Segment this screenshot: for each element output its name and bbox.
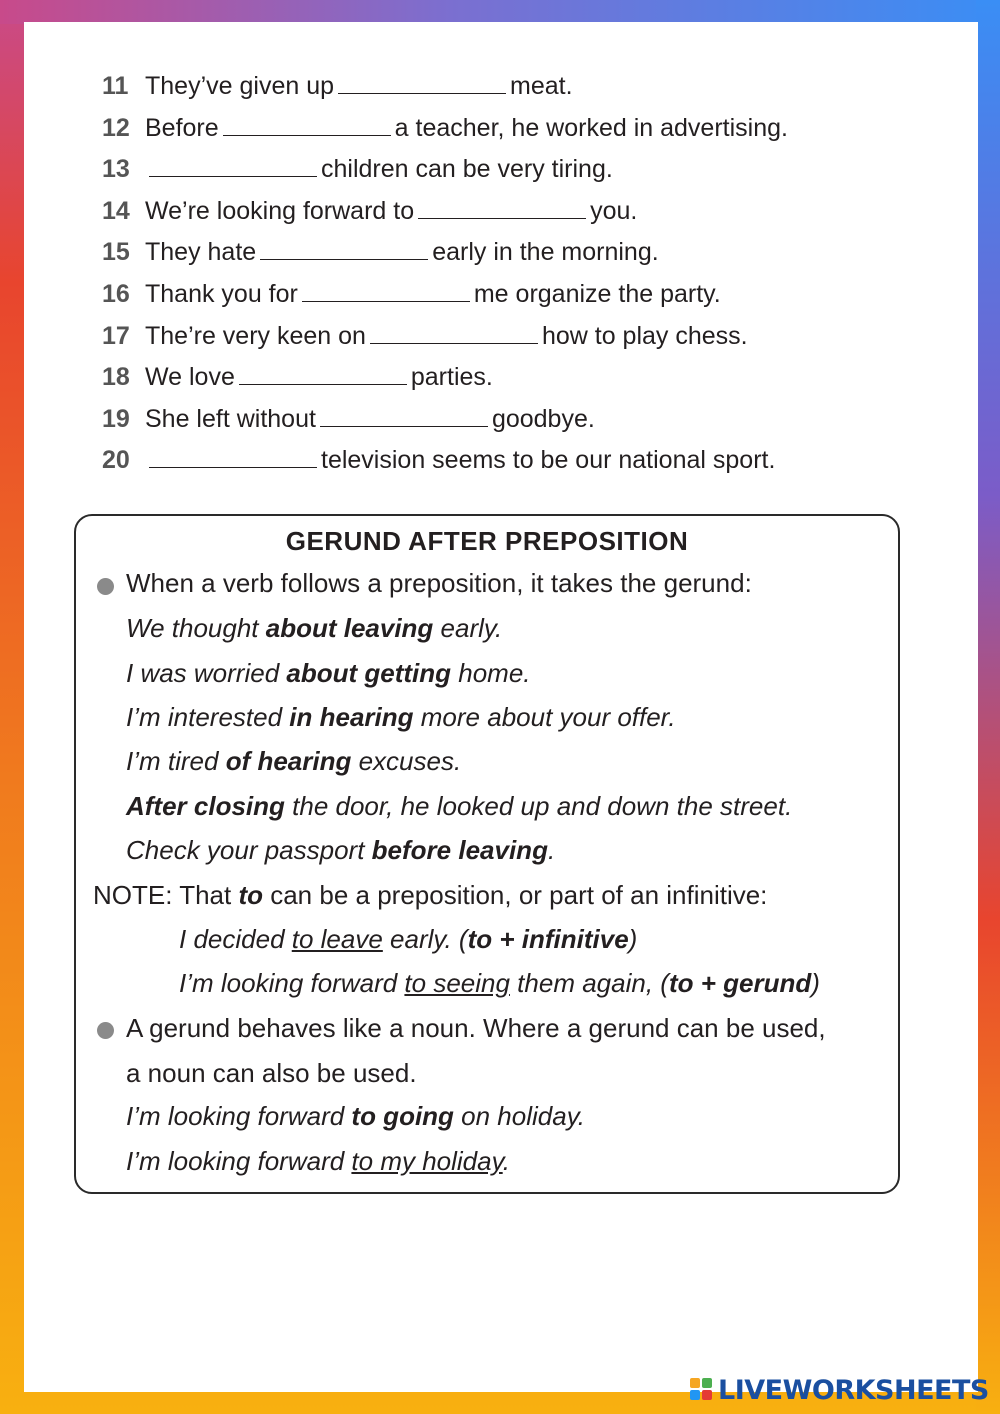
example-5: After closing the door, he looked up and down the street. [126,791,793,821]
exercise-text-after: me organize the party. [473,279,721,308]
answer-blank[interactable] [302,300,470,302]
example-1: We thought about leaving early. [126,613,503,643]
exercise-row [102,274,902,316]
logo-square [702,1378,712,1388]
exercise-list [102,66,902,482]
exercise-text-after: how to play chess. [541,321,748,350]
exercise-text-after: children can be very tiring. [321,155,613,184]
logo-square [702,1390,712,1400]
example-3: I’m interested in hearing more about your offer. [126,702,676,732]
answer-blank[interactable] [338,92,506,94]
exercise-text-after: parties. [410,363,493,392]
answer-blank[interactable] [223,134,391,136]
liveworksheets-logo-icon [690,1378,714,1402]
exercise-row [102,149,902,191]
rule-1: When a verb follows a preposition, it takes the gerund: [126,568,752,598]
exercise-text-before: Thank you for [145,279,298,308]
answer-blank[interactable] [149,175,317,177]
answer-blank[interactable] [370,342,538,344]
exercise-number: 17 [102,321,130,350]
exercise-text-before: We love [145,363,235,392]
exercise-text-after: television seems to be our national sport. [321,446,776,475]
exercise-text-before: The’re very keen on [145,321,366,350]
exercise-row [102,357,902,399]
example-2: I was worried about getting home. [126,658,531,688]
exercise-row [102,316,902,358]
right-border [976,0,1000,1414]
example-7: I’m looking forward to going on holiday. [126,1101,585,1131]
example-4: I’m tired of hearing excuses. [126,746,462,776]
answer-blank[interactable] [418,217,586,219]
bullet-icon [97,578,114,595]
exercise-number: 19 [102,404,130,433]
exercise-text-after: early in the morning. [432,238,659,267]
exercise-row [102,191,902,233]
exercise-number: 20 [102,446,130,475]
bullet-icon [97,1022,114,1039]
rule-2-line-2: a noun can also be used. [126,1058,417,1088]
exercise-row [102,399,902,441]
exercise-text-after: goodbye. [491,404,595,433]
exercise-text-after: meat. [510,72,573,100]
note: NOTE: That to can be a preposition, or part of an infinitive: [93,880,768,910]
answer-blank[interactable] [239,383,407,385]
worksheet-page [24,22,978,1392]
note-example-1: I decided to leave early. (to + infinitive) [179,924,638,954]
exercise-number: 15 [102,238,130,267]
exercise-number: 16 [102,279,130,308]
answer-blank[interactable] [320,425,488,427]
grammar-box-title: GERUND AFTER PREPOSITION [285,526,689,556]
exercise-text-after: you. [590,196,638,225]
exercise-text-before: We’re looking forward to [145,196,415,225]
top-border [0,0,1000,24]
answer-blank[interactable] [149,466,317,468]
exercise-number: 13 [102,155,130,184]
rule-2-line-1: A gerund behaves like a noun. Where a gerund can be used, [126,1013,826,1043]
example-6: Check your passport before leaving. [126,835,556,865]
exercise-row [102,232,902,274]
exercise-number: 12 [102,113,130,142]
exercise-text-before: Before [145,113,219,142]
answer-blank[interactable] [260,258,428,260]
logo-square [690,1378,700,1388]
exercise-row [102,440,902,482]
exercise-row [102,108,902,150]
exercise-text-before: They’ve given up [145,72,335,100]
exercise-number: 18 [102,363,130,392]
exercise-text-after: a teacher, he worked in advertising. [394,113,788,142]
exercise-number: 11 [102,72,129,100]
note-example-2: I’m looking forward to seeing them again, (to + gerund) [179,968,820,998]
exercise-text-before: She left without [145,404,316,433]
liveworksheets-logo[interactable] [690,1374,989,1406]
exercise-number: 14 [102,196,130,225]
liveworksheets-brand: LIVEWORKSHEETS [718,1374,989,1406]
logo-square [690,1390,700,1400]
example-8: I’m looking forward to my holiday. [126,1146,510,1176]
exercise-text-before: They hate [145,238,257,267]
exercise-row [102,66,902,108]
grammar-box [74,514,900,1194]
